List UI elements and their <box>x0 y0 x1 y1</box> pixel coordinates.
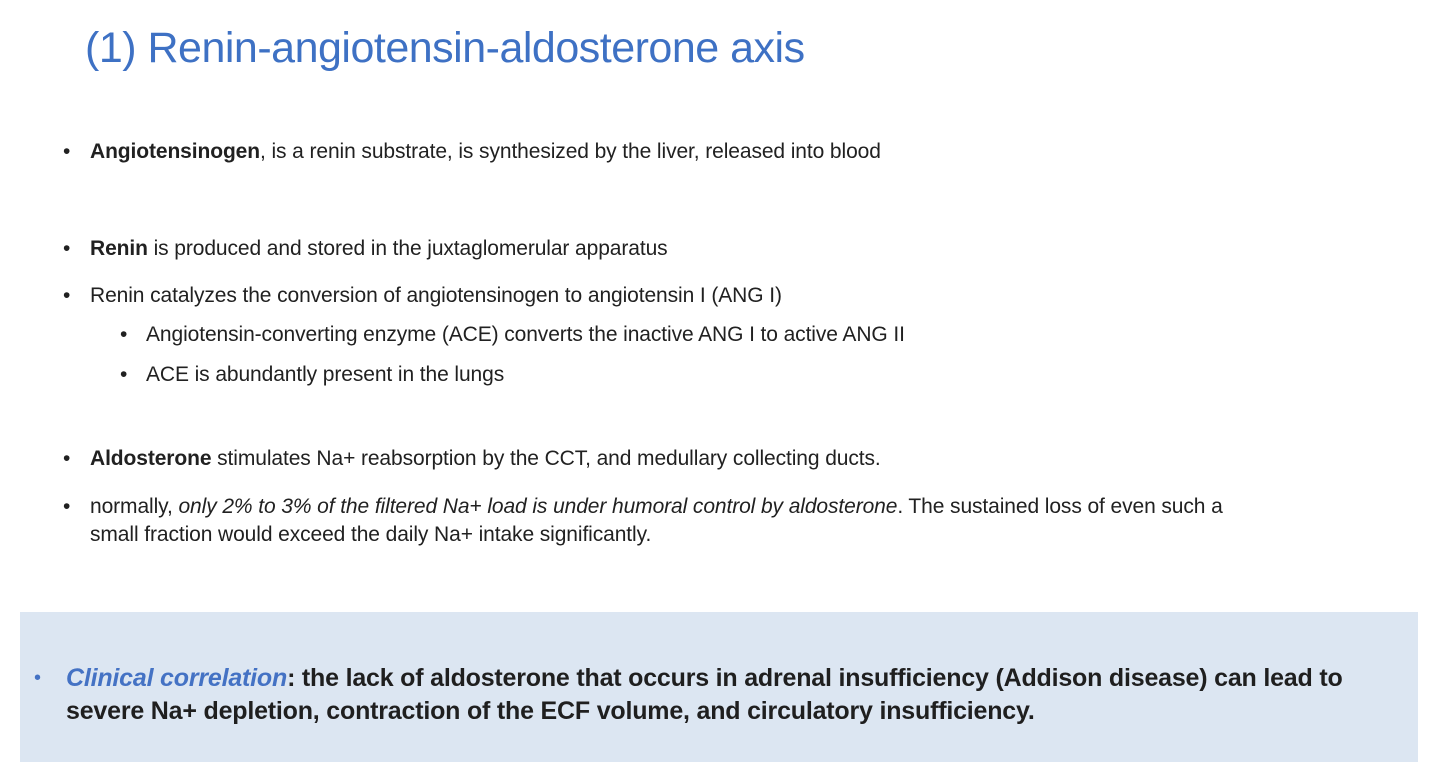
bullet-text: Renin catalyzes the conversion of angiotensinogen to angiotensin I (ANG I) <box>90 284 782 307</box>
callout-bullet <box>28 662 1404 728</box>
term-clinical-correlation: Clinical correlation <box>66 664 288 692</box>
bullet-icon: • <box>120 363 128 386</box>
term-angiotensinogen: Angiotensinogen <box>90 140 260 163</box>
bullet-icon: • <box>63 237 71 260</box>
bullet-renin-catalyzes <box>0 282 1440 310</box>
bullet-text: ACE is abundantly present in the lungs <box>146 363 505 386</box>
bullet-text-post: . The sustained loss of even such a small fraction would exceed the daily Na+ intake significantly. <box>90 495 1223 546</box>
bullet-renin-produced <box>0 235 1440 263</box>
bullet-text <box>90 445 881 473</box>
bullet-icon: • <box>63 447 71 470</box>
bullet-aldosterone <box>0 445 1440 473</box>
bullet-normally-filtered-load <box>0 493 1440 549</box>
slide-title: (1) Renin-angiotensin-aldosterone axis <box>85 24 805 72</box>
bullet-icon: • <box>34 667 41 689</box>
term-aldosterone: Aldosterone <box>90 447 212 470</box>
bullet-text-rest: is produced and stored in the juxtaglomerular apparatus <box>147 237 668 260</box>
italic-phrase: only 2% to 3% of the filtered Na+ load is under humoral control by aldosterone <box>178 495 898 518</box>
bullet-icon: • <box>120 323 128 346</box>
clinical-correlation-callout <box>20 612 1418 762</box>
bullet-text: Angiotensin-converting enzyme (ACE) converts the inactive ANG I to active ANG II <box>146 323 905 346</box>
bullet-text <box>90 235 668 263</box>
bullet-text-rest: stimulates Na+ reabsorption by the CCT, and medullary collecting ducts. <box>211 447 881 470</box>
callout-text-rest: : the lack of aldosterone that occurs in adrenal insufficiency (Addison disease) can lead to severe Na+ depletion, contraction of the ECF volume, and circulatory insufficiency. <box>66 664 1343 725</box>
bullet-text-pre: normally, <box>90 495 179 518</box>
slide-body <box>0 130 1440 549</box>
bullet-icon: • <box>63 140 71 163</box>
bullet-icon: • <box>63 495 71 518</box>
bullet-icon: • <box>63 284 71 307</box>
bullet-angiotensinogen <box>0 138 1440 166</box>
bullet-text <box>90 493 1240 549</box>
term-renin: Renin <box>90 237 148 260</box>
subbullet-ace-converts <box>0 321 1440 349</box>
callout-text <box>66 662 1396 728</box>
bullet-text-rest: , is a renin substrate, is synthesized by the liver, released into blood <box>260 140 881 163</box>
subbullet-ace-lungs <box>0 361 1440 389</box>
bullet-text <box>90 138 881 166</box>
